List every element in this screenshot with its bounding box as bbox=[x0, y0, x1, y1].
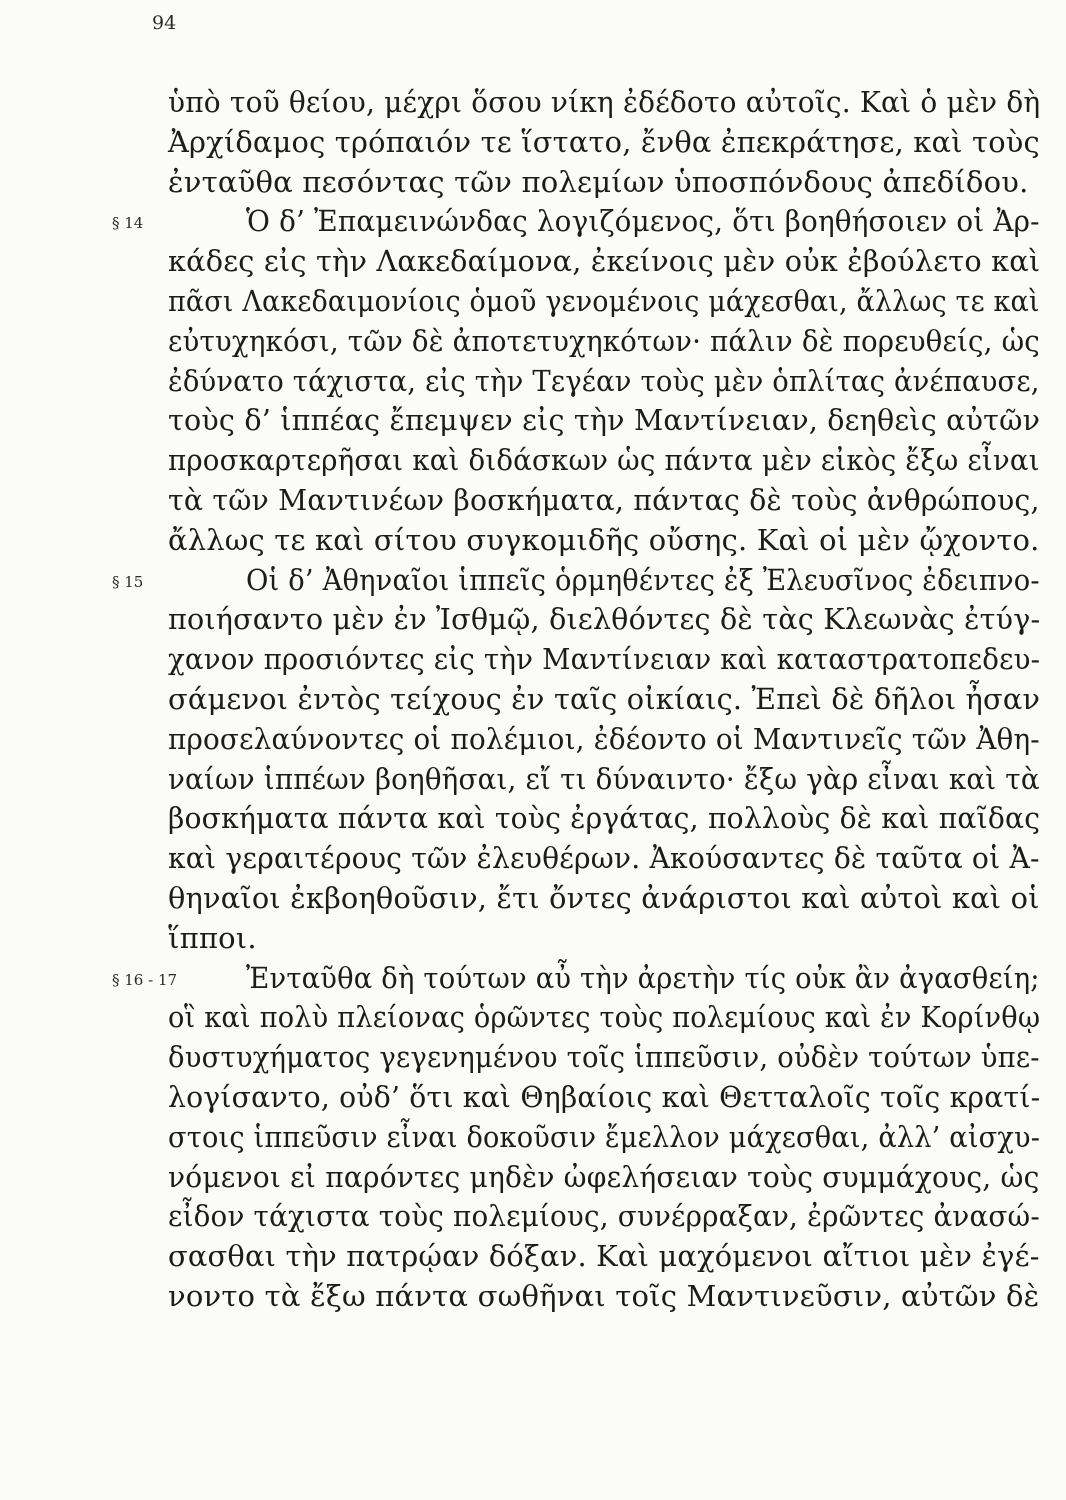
paragraph-section-marker: § 16 - 17 bbox=[112, 971, 178, 989]
text-line: σάμενοι ἐντὸς τείχους ἐν ταῖς οἰκίαις. Ἐπεὶ δὲ δῆλοι ἦσαν bbox=[168, 682, 1041, 716]
text-line: καὶ γεραιτέρους τῶν ἐλευθέρων. Ἀκούσαντες δὲ ταῦτα οἱ Ἀ- bbox=[168, 841, 1040, 875]
text-line: ποιήσαντο μὲν ἐν Ἰσθμῷ, διελθόντες δὲ τὰς Κλεωνὰς ἐτύγ- bbox=[168, 602, 1041, 636]
text-line: Ἀρχίδαμος τρόπαιόν τε ἵστατο, ἔνθα ἐπεκράτησε, καὶ τοὺς bbox=[168, 125, 1040, 159]
text-line: πᾶσι Λακεδαιμονίοις ὁμοῦ γενομένοις μάχεσθαι, ἄλλως τε καὶ bbox=[168, 284, 1040, 318]
text-line: θηναῖοι ἐκβοηθοῦσιν, ἔτι ὄντες ἀνάριστοι καὶ αὐτοὶ καὶ οἱ bbox=[168, 881, 1040, 915]
paragraph-section-marker: § 14 bbox=[112, 214, 144, 232]
page-number: 94 bbox=[152, 12, 177, 34]
text-line: ἐδύνατο τάχιστα, εἰς τὴν Τεγέαν τοὺς μὲν ὁπλίτας ἀνέπαυσε, bbox=[168, 364, 1040, 398]
text-line: ἐνταῦθα πεσόντας τῶν πολεμίων ὑποσπόνδους ἀπεδίδου. bbox=[168, 165, 1029, 199]
text-line: τοὺς δ’ ἱππέας ἔπεμψεν εἰς τὴν Μαντίνειαν, δεηθεὶς αὐτῶν bbox=[168, 403, 1041, 437]
text-line: ἵπποι. bbox=[168, 921, 257, 955]
text-line: ναίων ἱππέων βοηθῆσαι, εἴ τι δύναιντο· ἔξω γὰρ εἶναι καὶ τὰ bbox=[168, 762, 1040, 796]
text-line: βοσκήματα πάντα καὶ τοὺς ἐργάτας, πολλοὺς δὲ καὶ παῖδας bbox=[168, 801, 1041, 835]
text-line: προσελαύνοντες οἱ πολέμιοι, ἐδέοντο οἱ Μαντινεῖς τῶν Ἀθη- bbox=[168, 722, 1040, 756]
paragraph-section-marker: § 15 bbox=[112, 573, 144, 591]
text-line: χανον προσιόντες εἰς τὴν Μαντίνειαν καὶ καταστρατοπεδευ- bbox=[168, 642, 1041, 676]
text-line: λογίσαντο, οὐδ’ ὅτι καὶ Θηβαίοις καὶ Θετταλοῖς τοῖς κρατί- bbox=[168, 1080, 1041, 1114]
text-line: ὑπὸ τοῦ θείου, μέχρι ὅσου νίκη ἐδέδοτο αὐτοῖς. Καὶ ὁ μὲν δὴ bbox=[168, 85, 1041, 119]
text-line: Ὁ δ’ Ἐπαμεινώνδας λογιζόμενος, ὅτι βοηθήσοιεν οἱ Ἀρ- bbox=[246, 204, 1040, 238]
text-line: δυστυχήματος γεγενημένου τοῖς ἱππεῦσιν, οὐδὲν τούτων ὑπε- bbox=[168, 1040, 1040, 1074]
text-line: νοντο τὰ ἔξω πάντα σωθῆναι τοῖς Μαντινεῦσιν, αὐτῶν δὲ bbox=[168, 1279, 1040, 1313]
text-line: Οἱ δ’ Ἀθηναῖοι ἱππεῖς ὁρμηθέντες ἐξ Ἐλευσῖνος ἐδειπνο- bbox=[246, 563, 1040, 597]
text-line: κάδες εἰς τὴν Λακεδαίμονα, ἐκείνοις μὲν οὐκ ἐβούλετο καὶ bbox=[168, 244, 1041, 278]
text-line: τὰ τῶν Μαντινέων βοσκήματα, πάντας δὲ τοὺς ἀνθρώπους, bbox=[168, 483, 1040, 517]
text-line: προσκαρτερῆσαι καὶ διδάσκων ὡς πάντα μὲν εἰκὸς ἔξω εἶναι bbox=[168, 443, 1040, 477]
text-line: Ἐνταῦθα δὴ τούτων αὖ τὴν ἀρετὴν τίς οὐκ ἂν ἀγασθείη; bbox=[246, 961, 1040, 995]
text-line: εἶδον τάχιστα τοὺς πολεμίους, συνέρραξαν, ἐρῶντες ἀνασώ- bbox=[168, 1199, 1040, 1233]
text-line: σασθαι τὴν πατρῴαν δόξαν. Καὶ μαχόμενοι αἴτιοι μὲν ἐγέ- bbox=[168, 1239, 1040, 1273]
text-line: εὐτυχηκόσι, τῶν δὲ ἀποτετυχηκότων· πάλιν δὲ πορευθείς, ὡς bbox=[168, 324, 1040, 358]
text-line: στοις ἱππεῦσιν εἶναι δοκοῦσιν ἔμελλον μάχεσθαι, ἀλλ’ αἰσχυ- bbox=[168, 1120, 1041, 1154]
text-line: νόμενοι εἰ παρόντες μηδὲν ὠφελήσειαν τοὺς συμμάχους, ὡς bbox=[168, 1160, 1040, 1194]
text-line: ἄλλως τε καὶ σίτου συγκομιδῆς οὔσης. Καὶ οἱ μὲν ᾤχοντο. bbox=[168, 523, 1040, 557]
text-line: οἳ καὶ πολὺ πλείονας ὁρῶντες τοὺς πολεμίους καὶ ἐν Κορίνθῳ bbox=[168, 1000, 1041, 1034]
